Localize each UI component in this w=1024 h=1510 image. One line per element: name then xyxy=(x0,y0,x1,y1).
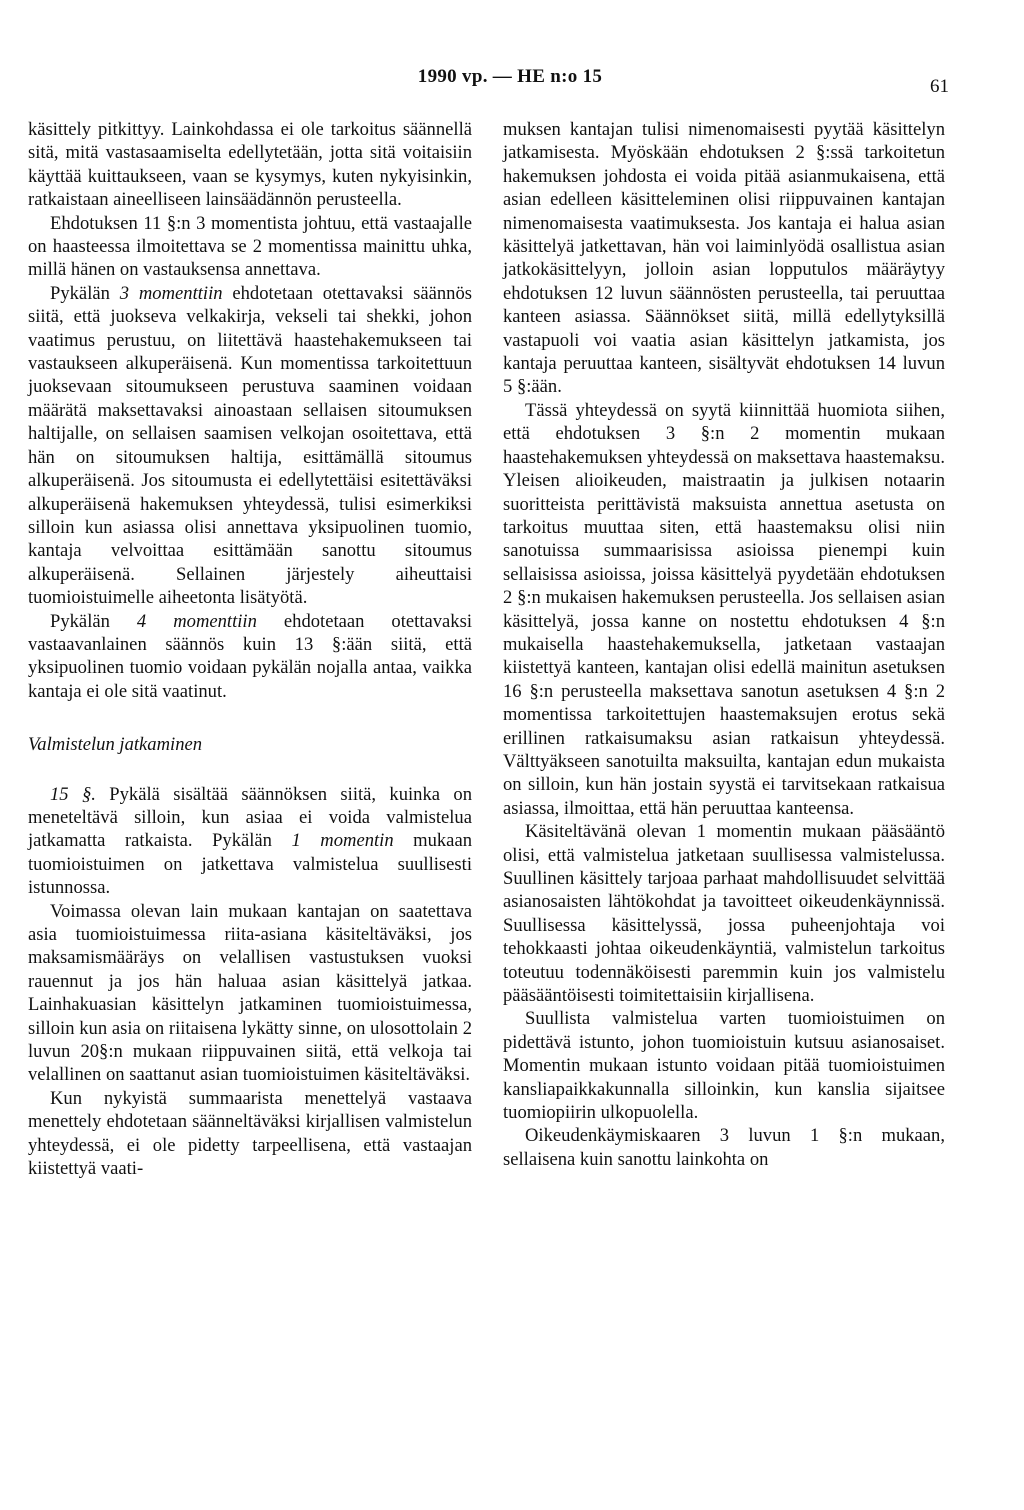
paragraph-text: ehdotetaan otettavaksi vastaavanlainen säännös kuin 13 §:ään siitä, että yksipuolinen tuomio voidaan pykälän nojalla antaa, vaikka kantaja ei ole sitä vaatinut. xyxy=(28,610,472,702)
running-title: 1990 vp. — HE n:o 15 xyxy=(417,66,603,87)
paragraph: Oikeudenkäymiskaaren 3 luvun 1 §:n mukaan, sellaisena kuin sanottu lainkohta on xyxy=(503,1125,945,1170)
page-header xyxy=(0,66,1024,96)
paragraph-text: Pykälä sisältää säännöksen siitä, kuinka on meneteltävä silloin, kun asiaa ei voida valmistelua jatkamatta ratkaista. Pykälän xyxy=(28,783,472,852)
paragraph-text: Pykälän xyxy=(50,610,137,632)
paragraph xyxy=(28,610,472,704)
emphasis: 3 momenttiin xyxy=(119,282,223,304)
paragraph: Tässä yhteydessä on syytä kiinnittää huomiota siihen, että ehdotuksen 3 §:n 2 momentin mukaan haastehakemuksen yhteydessä on maksettava haastemaksu. Yleisen alioikeuden, maistraatin ja julkisen notaarin suoritteista perittävistä maksuista annettua asetusta on tarkoitus muuttaa siten, että haastemaksu olisi niin sanotuissa summaarisissa asioissa pienempi kuin sellaisissa asioissa, joissa käsittelyä pyydetään ehdotuksen 2 §:n mukaisen hakemuksen perusteella. Jos sellaisen asian käsittelyä, jossa kanne on nostettu ehdotuksen 4 §:n mukaisella haastehakemuksella, jatketaan vastaajan kiistettyä kanteen, kantajan olisi edellä mainitun asetuksen 16 §:n perusteella maksettava sanotun asetuksen 4 §:n 2 momentissa tarkoitettujen haastemaksujen erotus sekä erillinen ratkaisumaksu asian ratkaisun yhteydessä. Välttyäkseen sanotuilta maksuilta, kantajan edun mukaista on silloin, kun hän jostain syystä ei tarvitsekaan ratkaisua asiassa, ilmoittaa, että hän peruuttaa kanteensa. xyxy=(503,399,945,819)
paragraph xyxy=(28,282,472,610)
paragraph-text: ehdotetaan otettavaksi säännös siitä, että juokseva velkakirja, vekseli tai shekki, johon vaatimus perustuu, on liitettävä haastehakemukseen tai vastaukseen alkuperäisenä. Kun momentissa tarkoitettuun juoksevaan sitoumukseen perustuva saaminen voidaan määrätä maksettavaksi ainoastaan sellaisen sitoumuksen haltijalle, on sellaisen saamisen velkojan osoitettava, että hän on sitoumuksen haltija, esittämällä sitoumus alkuperäisenä. Jos sitoumusta ei edellytettäisi esitettäväksi alkuperäisenä hakemuksen yhteydessä, tulisi esimerkiksi silloin kun asiassa olisi annettava yksipuolinen tuomio, kantaja velvoittaa esittämään sanottu sitoumus alkuperäisenä. Sellainen järjestely aiheuttaisi tuomioistuimelle aiheetonta lisätyötä. xyxy=(28,282,472,609)
left-column xyxy=(28,118,472,1180)
emphasis: 15 §. xyxy=(50,783,96,805)
section-heading: Valmistelun jatkaminen xyxy=(28,734,203,756)
emphasis: 1 momentin xyxy=(291,830,394,852)
page-number: 61 xyxy=(930,76,949,97)
paragraph: muksen kantajan tulisi nimenomaisesti pyytää käsittelyn jatkamisesta. Myöskään ehdotuksen 2 §:ssä tarkoitetun hakemuksen johdosta ei voida pitää asianmukaisena, että asian edelleen käsitteleminen olisi riippuvainen kantajan nimenomaisesta vaatimuksesta. Jos kantaja ei halua asian käsittelyä jatkettavan, hän voi laiminlyödä osallistua asian jatkokäsittelyyn, jolloin asian lopputulos määräytyy ehdotuksen 12 luvun säännösten perusteella, tai peruuttaa kanteen asiassa. Säännökset siitä, millä edellytyksillä vastapuoli voi vaatia asian käsittelyn jatkamista, jos kantaja peruuttaa kanteen, sisältyvät ehdotuksen 14 luvun 5 §:ään. xyxy=(503,119,945,398)
paragraph: Voimassa olevan lain mukaan kantajan on saatettava asia tuomioistuimessa riita-asiana käsiteltäväksi, jos maksamismääräys on velallisen vastustuksen vuoksi rauennut ja jos hän haluaa asian käsittelyä jatkaa. Lainhakuasian käsittelyn jatkaminen tuomioistuimessa, silloin kun asia on riitaisena lykätty sinne, on ulosottolain 2 luvun 20§:n mukaan riippuvainen siitä, että velkoja tai velallinen on saattanut asian tuomioistuimen käsiteltäväksi. xyxy=(28,900,472,1086)
emphasis: 4 momenttiin xyxy=(136,610,257,632)
paragraph: Kun nykyistä summaarista menettelyä vastaava menettely ehdotetaan säänneltäväksi kirjallisen valmistelun yhteydessä, ei ole pidetty tarpeellisena, että vastaajan kiistettyä vaati- xyxy=(28,1087,472,1180)
right-column xyxy=(503,118,945,1171)
paragraph-text: Pykälän xyxy=(50,282,120,304)
paragraph-text: mukaan tuomioistuimen on jatkettava valmistelua suullisesti istunnossa. xyxy=(28,830,472,899)
paragraph xyxy=(28,783,472,900)
paragraph: Ehdotuksen 11 §:n 3 momentista johtuu, että vastaajalle on haasteessa ilmoitettava se 2 momentissa mainittu uhka, millä hänen on vastauksensa annettava. xyxy=(28,212,472,281)
paragraph: käsittely pitkittyy. Lainkohdassa ei ole tarkoitus säännellä sitä, mitä vastasaamiselta edellytetään, jotta sitä voitaisiin käyttää kuittaukseen, vaan se kysymys, kuten nykyisinkin, ratkaistaan aineelliseen lainsäädännön perusteella. xyxy=(28,119,472,211)
paragraph: Suullista valmistelua varten tuomioistuimen on pidettävä istunto, johon tuomioistuin kutsuu asianosaiset. Momentin mukaan istunto voidaan pitää tuomioistuimen kansliapaikkakunnalla silloinkin, kun kanslia sijaitsee tuomiopiirin ulkopuolella. xyxy=(503,1008,945,1124)
paragraph: Käsiteltävänä olevan 1 momentin mukaan pääsääntö olisi, että valmistelua jatketaan suullisessa valmistelussa. Suullinen käsittely tarjoaa parhaat mahdollisuudet selvittää asianosaisten lähtökohdat ja tavoitteet oikeudenkäynnissä. Suullisessa käsittelyssä, jossa puheenjohtaja voi tehokkaasti johtaa oikeudenkäyntiä, valmistelun tarkoitus toteutuu todennäköisesti paremmin kuin jos valmistelu pääsääntöisesti toimitettaisiin kirjallisena. xyxy=(503,821,945,1007)
